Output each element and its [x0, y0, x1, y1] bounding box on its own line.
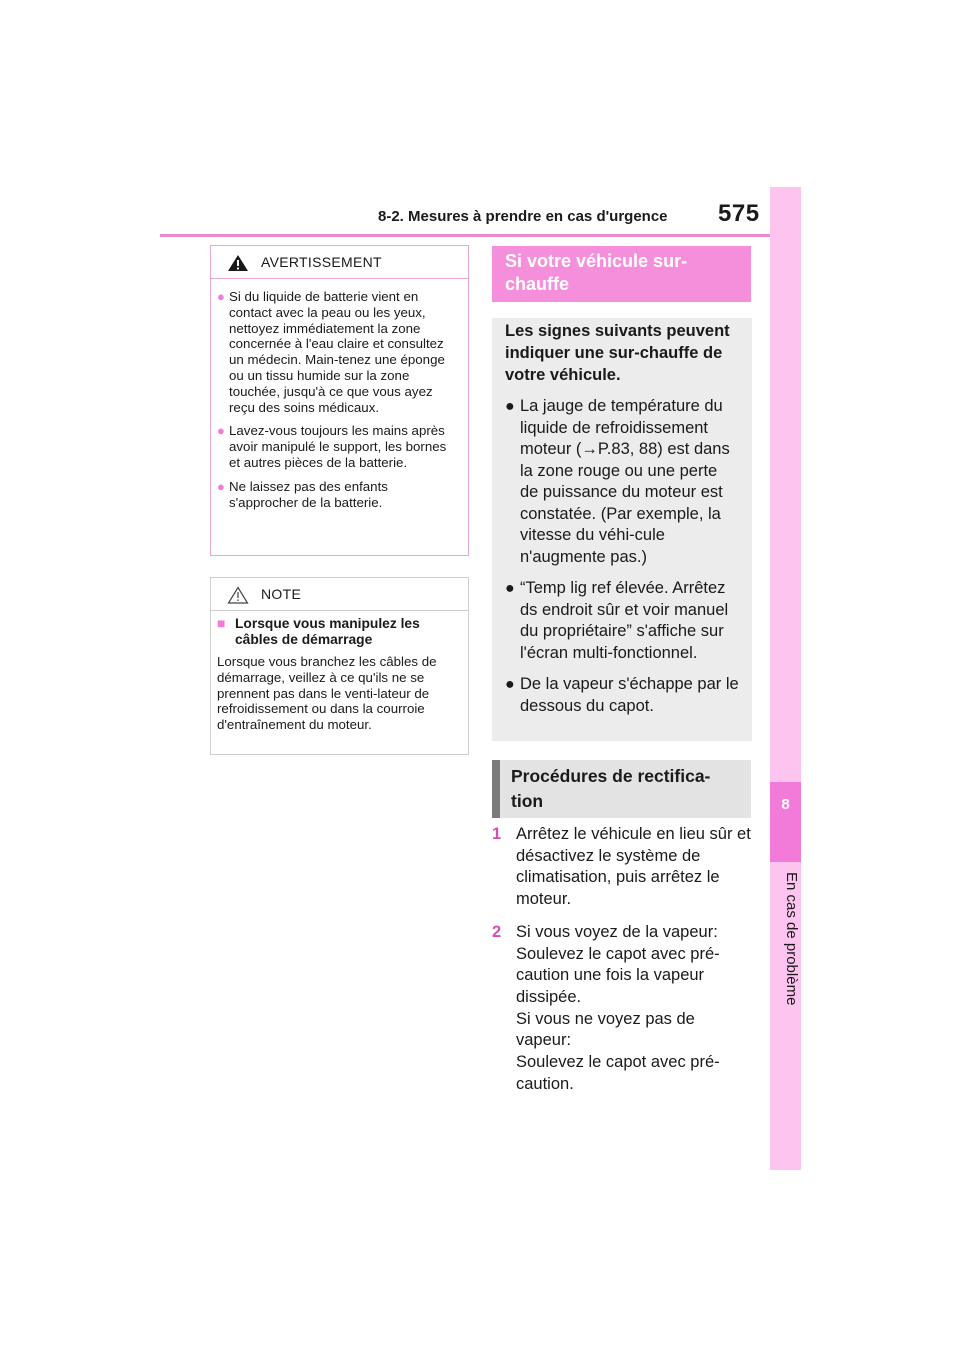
warning-triangle-icon: [227, 254, 249, 272]
chapter-side-tab: [770, 187, 801, 1170]
header-rule: [160, 234, 770, 237]
warning-title: AVERTISSEMENT: [261, 254, 382, 270]
overheat-intro: Les signes suivants peuvent indiquer une sur-chauffe de votre véhicule.: [505, 322, 730, 384]
chapter-number-box: [770, 782, 801, 862]
note-title: NOTE: [261, 586, 302, 602]
page-number: 575: [718, 200, 760, 227]
warning-header: [211, 246, 468, 279]
note-subtitle: ■ Lorsque vous manipulez les câbles de démarrage: [217, 615, 420, 647]
overheat-sign: ● La jauge de température du liquide de refroidissement moteur (→P.83, 88) est dans la zone rouge ou une perte de puissance du moteur est constatée. (Par exemple, la vitesse du véhi-cule n'augmente pas.): [505, 397, 730, 566]
overheat-heading: Si votre véhicule sur-chauffe: [492, 246, 751, 302]
warning-item: ● Lavez-vous toujours les mains après avoir manipulé le support, les bornes et autres pièces de la batterie.: [217, 423, 447, 470]
overheat-sign: ● “Temp lig ref élevée. Arrêtez ds endroit sûr et voir manuel du propriétaire” s'affiche sur l'écran multi-fonctionnel.: [505, 579, 729, 662]
procedure-step: 2 Si vous voyez de la vapeur: Soulevez le capot avec pré-caution une fois la vapeur dissipée. Si vous ne voyez pas de vapeur: Soulevez le capot avec pré-caution.: [492, 922, 720, 1093]
note-text: Lorsque vous branchez les câbles de démarrage, veillez à ce qu'ils ne se prennent pas dans le venti-lateur de refroidissement ou dans la courroie d'entraînement du moteur.: [217, 654, 437, 733]
warning-item: ● Si du liquide de batterie vient en contact avec la peau ou les yeux, nettoyez immédiatement la zone concernée à l'eau claire et consultez un médecin. Main-tenez une éponge ou un tissu humide sur la zone touchée, jusqu'à ce que vous ayez reçu des soins médicaux.: [217, 289, 445, 415]
procedure-steps: [492, 824, 754, 1106]
note-box: [210, 577, 469, 755]
note-header: [211, 578, 468, 611]
chapter-title: En cas de problème: [783, 872, 800, 1006]
overheat-sign: ● De la vapeur s'échappe par le dessous du capot.: [505, 675, 739, 715]
procedure-heading: Procédures de rectifica-tion: [492, 760, 751, 818]
procedure-step: 1 Arrêtez le véhicule en lieu sûr et désactivez le système de climatisation, puis arrêtez le moteur.: [492, 825, 751, 909]
caution-triangle-icon: [227, 586, 249, 604]
overheat-signs-box: [492, 318, 752, 741]
warning-item: ● Ne laissez pas des enfants s'approcher de la batterie.: [217, 478, 388, 510]
warning-box: [210, 245, 469, 556]
chapter-number: 8: [781, 796, 790, 813]
section-title: 8-2. Mesures à prendre en cas d'urgence: [378, 208, 668, 225]
